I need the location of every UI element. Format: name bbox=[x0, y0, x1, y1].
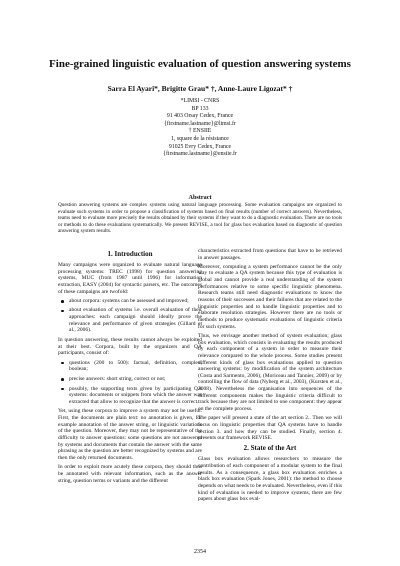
list-item-text: about evaluation of systems i.e. overall evaluation of their approaches: each campaign should ideally prove the relevance and performance of given strategies (Gillard et al., 2006). bbox=[69, 307, 202, 334]
paragraph: characteristics extracted from questions that have to be retrieved in answer passages. bbox=[198, 248, 342, 261]
paragraph: Glass box evaluation allows researchers to measure the contribution of each component of a modular system to the final results. As a consequence, a glass box evaluation enriches a black box evaluation (Spark Jones, 2001): the method to choose depends on what needs to be evaluated. Nevertheless, even if this kind of evaluation is needed to improve systems, there are few papers about glass box eval- bbox=[198, 456, 342, 503]
list-item bbox=[58, 307, 202, 334]
list-item-text: about corpora: systems can be assessed and improved; bbox=[69, 297, 189, 304]
affiliation-line: 91 403 Orsay Cedex, France bbox=[166, 113, 234, 120]
affiliation-line: BP 133 bbox=[191, 105, 209, 112]
right-column bbox=[198, 248, 342, 505]
paragraph: Yet, using these corpora to improve a system may not be useful. First, the documents are plain text: no annotation is given, for example annotation of the answer string, or linguistic variations of the question. Moreover, they may not be representative of the difficulty to answer questions: some questions are not answered by systems and documents that contain the answer with the same phrasing as the question are better recognized by systems and are then the only returned documents. bbox=[58, 408, 202, 462]
affiliation-line: † ENSIIE bbox=[188, 128, 212, 135]
list-item bbox=[58, 298, 202, 305]
affiliation-line: 1, square de la résistance bbox=[171, 135, 229, 142]
list-item bbox=[58, 376, 202, 383]
paragraph: Thus, we envisage another method of system evaluation; glass box evaluation, which consists in evaluating the results produced by each component of a system in order to measure their relevance compared to the whole process. Some studies present different kinds of glass box evaluations applied to question answering systems: by modification of the system architecture (Costa and Sarmento, 2006), (Moriceau and Tannier, 2009) or by controlling the flow of data (Nyberg et al., 2003), (Kursten et al., 2008). Nevertheless the organisation into sequences of the different components makes the linguistic criteria difficult to track because they are not limited to one component: they appear on the complete process. bbox=[198, 332, 342, 413]
page-number: 2354 bbox=[194, 549, 206, 555]
bullet-list bbox=[58, 298, 202, 334]
paragraph: In question answering, these results cannot always be exploited at their best. Corpora, built by the organizers and QA participants, consist of: bbox=[58, 337, 202, 357]
section-heading-introduction: 1. Introduction bbox=[107, 250, 153, 258]
bullet-icon bbox=[61, 388, 64, 391]
paragraph: The paper will present a state of the art section 2.. Then we will focus on linguistic properties that QA systems have to handle section 3. and how they can be studied. Finally, section 4. presents our framework REVISE. bbox=[198, 415, 342, 442]
list-item-text: possibly, the supporting texts given by participating QA systems: documents or snippets from which the answer was extracted that allow to recognize that the answer is correct. bbox=[69, 385, 202, 405]
affiliation-email[interactable]: {firstname.lastname}@ensiie.fr bbox=[163, 151, 237, 158]
affiliation-line: 91025 Evry Cedex, France bbox=[168, 143, 232, 150]
paragraph: In order to exploit more acutely these corpora, they should thus be annotated with relevant information, such as the answer string, question terms or variants and the different bbox=[58, 464, 202, 484]
abstract-heading: Abstract bbox=[188, 194, 212, 201]
list-item bbox=[58, 360, 202, 373]
bullet-list bbox=[58, 360, 202, 406]
affiliation-line: *LIMSI - CNRS bbox=[180, 98, 220, 104]
author-list: Sarra El Ayari*, Brigitte Grau* †, Anne-Laure Ligozat* † bbox=[107, 84, 293, 93]
affiliation-email[interactable]: {firstname.lastname}@limsi.fr bbox=[164, 120, 236, 127]
paper-title: Fine-grained linguistic evaluation of question answering systems bbox=[49, 58, 351, 70]
list-item-text: precise answers: short string, correct or not; bbox=[69, 375, 166, 382]
left-column bbox=[58, 248, 202, 487]
abstract-text: Question answering systems are complex systems using natural language processing. Some evaluation campaigns are organized to evaluate such systems in order to propose a classification of systems based on final results (number of correct answers). Nevertheless, teams need to evaluate more precisely the results obtained by their systems if they want to do a diagnostic evaluation. There are no tools or methods to do these evaluations systematically. We present REVISE, a tool for glass box evaluation based on diagnostic of question answering system results. bbox=[58, 202, 342, 235]
bullet-icon bbox=[61, 300, 64, 303]
paragraph: Many campaigns were organized to evaluate natural language processing systems: TREC (1998) for question answering systems, MUC (from 1987 until 1996) for information extraction, EASY (2004) for syntactic parsers, etc. The outcomes of these campaigns are twofold: bbox=[58, 262, 202, 295]
list-item bbox=[58, 386, 202, 406]
bullet-icon bbox=[61, 362, 64, 365]
bullet-icon bbox=[61, 310, 64, 313]
section-heading-state-of-the-art: 2. State of the Art bbox=[243, 444, 297, 453]
list-item-text: questions (200 to 500): factual, definition, complex, boolean; bbox=[69, 359, 202, 373]
affiliation-block bbox=[20, 98, 380, 159]
paragraph: Moreover, computing a system performance cannot be the only way to evaluate a QA system because this type of evaluation is global and cannot provide a real understanding of the system performances relative to some specific linguistic phenomena. Research teams still need diagnostic evaluations to know the reasons of their successes and their failures that are related to the linguistic properties and to handle linguistic properties and to elaborate resolution strategies. However there are no tools or methods to produce systematic evaluations of linguistic criteria for such systems. bbox=[198, 263, 342, 330]
bullet-icon bbox=[61, 378, 64, 381]
